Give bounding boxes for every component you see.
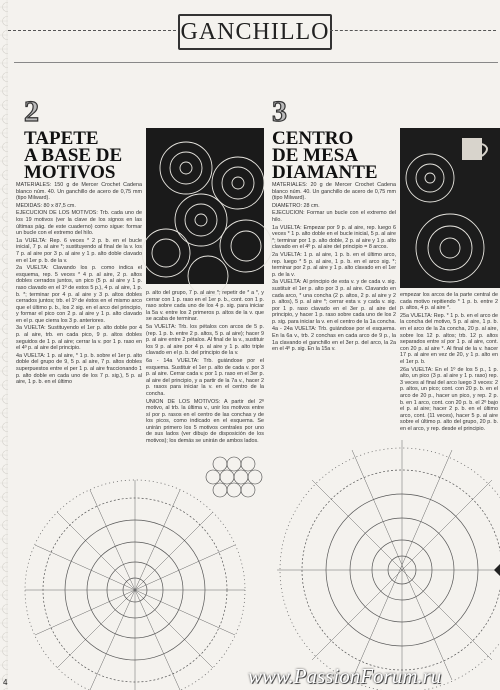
- paragraph: 2a VUELTA: 1 p. al aire, 1 p. b. en el último arco, rep. luego * 5 p. al aire, 1 p. b. en el arco sig. *; terminar por 2 p. al aire y 1 p. alto clavado en el 1er p. de la v.: [272, 251, 396, 278]
- paragraph: 3a VUELTA: Sustituyendo el 1er p. alto doble por 4 p. al aire, trb. en cada pico, 9 p. altos dobles seguidos de 1 p. al aire; cerrar la v. por 1 p. raso en el 4º p. al aire del principio.: [16, 325, 142, 352]
- article-text-col1: [16, 182, 142, 482]
- article-text-col1: [272, 182, 396, 432]
- title-line: A BASE DE: [24, 145, 123, 166]
- title-line: TAPETE: [24, 128, 99, 149]
- title-line: DIAMANTE: [272, 162, 378, 183]
- article-number: 3: [272, 95, 287, 128]
- title-line: DE MESA: [272, 145, 359, 166]
- paragraph: DIAMETRO: 28 cm.: [272, 202, 320, 209]
- watermark: www.PassionForum.ru: [248, 664, 442, 688]
- page-section-title: GANCHILLO: [178, 14, 332, 50]
- paragraph: 1a VUELTA: Empezar por 9 p. al aire, rep. luego 6 veces * 1 p. alto doble en el bucle inicial, 5 p. al aire *; terminar por 1 p. alto doble, 2 p. al aire y 1 p. alto clavado en el 4º p. al aire del principio = 8 arcos.: [272, 224, 396, 251]
- header-rule-left: [8, 30, 176, 31]
- diamante-crochet-diagram: [262, 420, 500, 680]
- article-title: [272, 130, 378, 181]
- paragraph: 25a VUELTA: Rep. * 1 p. b. en el arco de la concha del motivo, 5 p. al aire, 1 p. b. en el arco de la 2a concha, 20 p. al aire, sobre los 12 p. altos; trb. 12 p. altos separados entre sí por 1 p. al aire, cont. con 20 p. al aire *. Al final de la v. hacer 17 p. al aire en vez de 20, y 1 p. alto en el 1er p. b.: [400, 312, 498, 365]
- paragraph: MATERIALES: 150 g de Mercer Crochet Cadena blanco núm. 40. Un ganchillo de acero de 0,75 mm (tipo Milward).: [16, 182, 142, 202]
- paragraph: EJECUCION DE LOS MOTIVOS: Trb. cada uno de los 19 motivos (ver la clave de los signos en las últimas pág. de este cuaderno) como sigue: formar un bucle con el extremo del hilo.: [16, 210, 142, 237]
- motif-layout-diagram: [208, 452, 268, 502]
- tapete-doily-image: [146, 128, 264, 284]
- paragraph: 5a VUELTA: Trb. los pétalos con arcos de 5 p. (rep. 1 p. b. entre 2 p. altos, 5 p. al aire); hacer 9 p. al aire entre 2 pétalos. Al final de la v., sustituir los 9 p. al aire por 4 p. al aire y 1 p. alto triple clavado en el p. b. del principio de la v.: [146, 323, 264, 357]
- top-rule: [14, 62, 498, 63]
- paragraph: MATERIALES: 20 g de Mercer Crochet Cadena blanco núm. 40. Un ganchillo de acero de 0,75 mm (tipo Milward).: [272, 182, 396, 202]
- paragraph: 4a - 24a VUELTA: Trb. guiándose por el esquema. En la 6a v., trb. 2 conchas en cada arco de 9 p., la 1a clavando el ganchillo en el 3er p. del arco, la 2a en el 4º p. sig. En la 15a v.: [272, 326, 396, 353]
- article-text-col2: [146, 290, 264, 445]
- paragraph: MEDIDAS: 80 x 87,5 cm.: [16, 202, 76, 209]
- doily-photo-diamante: [400, 128, 500, 288]
- article-title: [24, 130, 122, 181]
- paragraph: empezar los arcos de la parte central de cada motivo repitiendo * 1 p. b. entre 2 p. altos, 4 p. al aire *.: [400, 292, 498, 312]
- article-text-col2: [400, 292, 498, 432]
- paragraph: 4a VUELTA: 1 p. al aire, * 1 p. b. sobre el 1er p. alto doble del grupo de 9, 5 p. al aire, 7 p. altos dobles superpuestos entre el per 1 p. al aire fraccionando 1 p. alto doble en cada uno de los 7 p. sig.), 5 p. al aire, 1 p. b. en el último: [16, 352, 142, 386]
- page-number: 4: [3, 678, 8, 687]
- paragraph: 26a VUELTA: En el 1º de los 5 p., 1 p. alto, un pico (3 p. al aire y 1 p. raso) rep. 3 veces al final del arco luego 3 veces: 2 p. altos, un pico; cont. con 20 p. b. en el arco de 20 p., hacer un pico, y rep. 2 p. b. en 1 arco, cont. con 20 p. b. el 2º bajo el p. al aire; hacer 2 p. b. en el último arco, cont. (11 veces), hacer 5 p. al aire sobre el último p. alto del grupo, 20 p. b. en el arco, y rep. desde el principio.: [400, 366, 498, 432]
- article-number: 2: [24, 95, 39, 128]
- diamante-doily-image: [400, 128, 500, 288]
- paragraph: 3a VUELTA: Al principio de esta v. y de cada v. sig. sustituir el 1er p. alto por 3 p. al aire. Clavando en cada arco, * una concha (2 p. altos, 2 p. al aire y 2 p. altos), 5 p. al aire *; cerrar esta v. y cada v. sig. por 1 p. raso clavado en el 3er p. al aire del principio, y hacer 1 p. raso sobre cada uno de los 2 p. sig. para iniciar la v. en el centro de la 1a concha.: [272, 279, 396, 325]
- doily-photo-tapete: [146, 128, 264, 284]
- paragraph: p. alto del grupo, 7 p. al aire *; repetir de * a *, y cerrar con 1 p. raso en el 1er p. b., cont. con 1 p. raso sobre cada uno de los 4 p. sig. para iniciar la 5a v. entre los 2 primeros p. altos de la v. que se acaba de terminar.: [146, 290, 264, 323]
- title-line: CENTRO: [272, 128, 354, 149]
- paragraph: 6a - 14a VUELTA: Trb. guiándose por el esquema. Sustituir el 1er p. alto de cada v. por 3 p. al aire. Cerrar cada v. por 1 p. raso en el 3er p. al aire del principio, y a partir de la 7a v., hacer 2 p. rasos para iniciar la v. en el centro de la concha.: [146, 357, 264, 397]
- paragraph: 1a VUELTA: Rep. 6 veces * 2 p. b. en el bucle inicial, 7 p. al aire *; sustituyendo al final de la v. los 7 p. al aire por 3 p. al aire y 1 p. alto doble clavado en el 1er p. b. de la v.: [16, 237, 142, 264]
- paragraph: EJECUCION: Formar un bucle con el extremo del hilo.: [272, 210, 396, 223]
- title-line: MOTIVOS: [24, 162, 116, 183]
- paragraph: 2a VUELTA: Clavando los p. como indica el esquema, rep. 5 veces * 4 p. al aire, 2 p. altos dobles cerrados juntos, un pico (5 p. al aire y 1 p. raso clavado en el 1º de estos 5 p.), 4 p. al aire, 1 p. b. *; terminar por 4 p. al aire y 3 p. altos dobles cerrados juntos; trb. el 1º de éstos en el mismo arco que el último p. b., los 2 sig. en el arco del principio, y formar el pico con 2 p. al aire y 1 p. alto clavado en el p. que cierra los 3 p. anteriores.: [16, 265, 142, 324]
- header-rule-right: [330, 30, 496, 31]
- paragraph: UNION DE LOS MOTIVOS: A partir del 2º motivo, al trb. la última v., unir los motivos entre sí por p. rasos en el centro de las conchas y de los picos, como indicado en el esquema. Se unirán primero los 5 motivos centrales por uno de sus lados (ver dibujo de disposición de los motivos); los demás se unirán de ambos lados.: [146, 398, 264, 445]
